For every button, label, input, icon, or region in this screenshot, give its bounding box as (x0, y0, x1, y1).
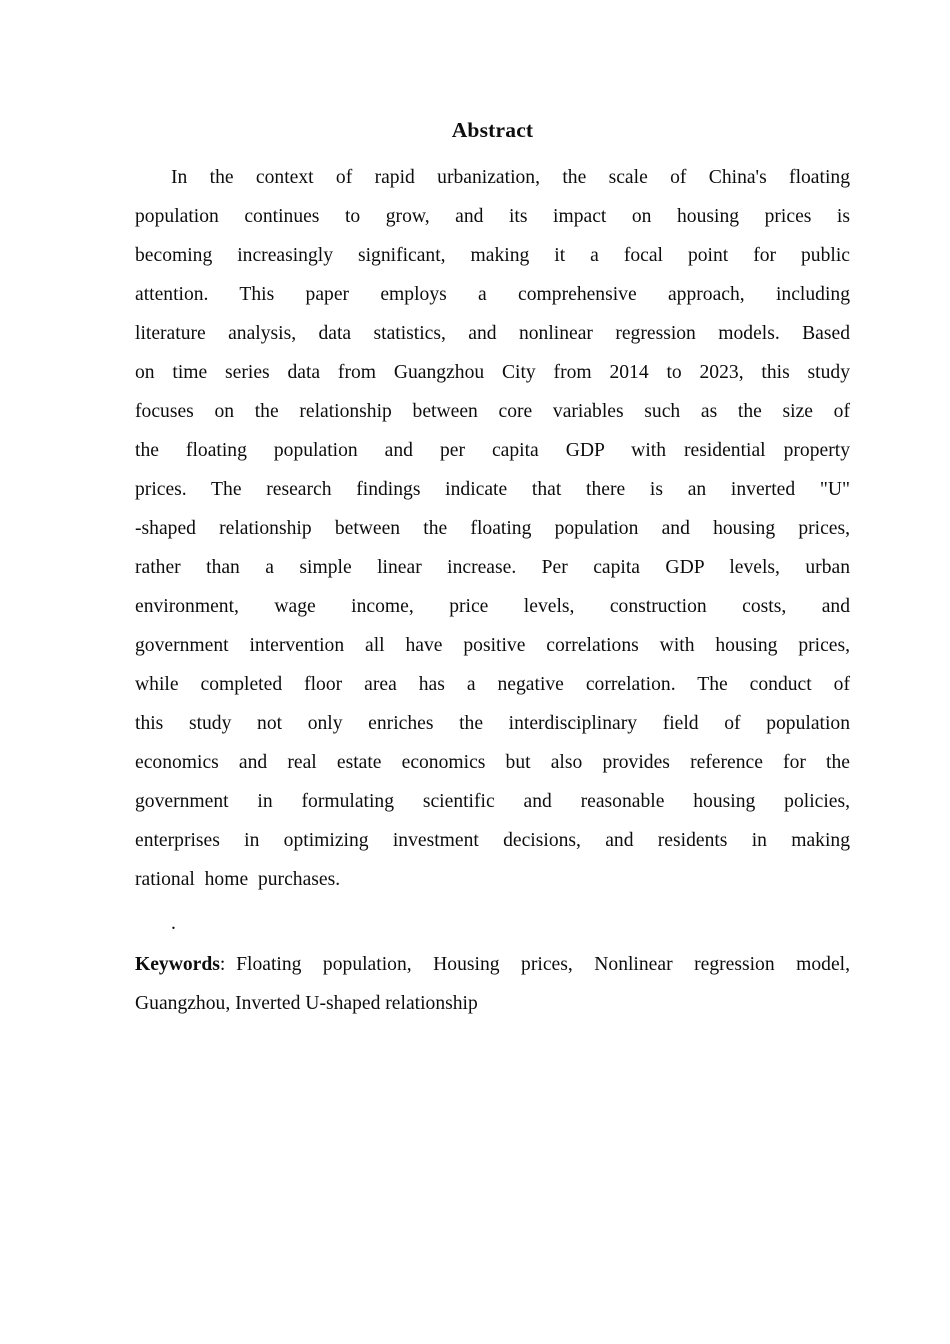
abstract-line: literature analysis, data statistics, and nonlinear regression models. Based (135, 323, 850, 344)
page-content (135, 0, 850, 1023)
keywords-line-first (135, 945, 850, 984)
abstract-line: government intervention all have positive correlations with housing prices, (135, 635, 850, 656)
keywords-section (135, 943, 850, 1023)
abstract-line: government in formulating scientific and reasonable housing policies, (135, 791, 850, 812)
page-title: Abstract (451, 118, 534, 142)
abstract-paragraph (135, 145, 850, 899)
abstract-line: environment, wage income, price levels, construction costs, and (135, 596, 850, 617)
abstract-line: the floating population and per capita GDP with residential property (135, 440, 850, 461)
abstract-line: -shaped relationship between the floating population and housing prices, (135, 518, 850, 539)
abstract-line: economics and real estate economics but also provides reference for the (135, 752, 850, 773)
abstract-line: population continues to grow, and its impact on housing prices is (135, 206, 850, 227)
abstract-line: rather than a simple linear increase. Per capita GDP levels, urban (135, 557, 850, 578)
abstract-line: while completed floor area has a negative correlation. The conduct of (135, 674, 850, 695)
keywords-terms-line1: Floating population, Housing prices, Nonlinear regression model, (236, 954, 851, 975)
abstract-line: this study not only enriches the interdisciplinary field of population (135, 713, 850, 734)
stray-period-mark: . (171, 913, 176, 934)
keywords-label: Keywords (135, 954, 220, 975)
abstract-line: attention. This paper employs a comprehensive approach, including (135, 284, 850, 305)
keywords-line-second: Guangzhou, Inverted U-shaped relationship (135, 993, 478, 1014)
abstract-line: focuses on the relationship between core variables such as the size of (135, 401, 850, 422)
keywords-separator: : (219, 954, 237, 975)
abstract-line-last: rational home purchases. (135, 869, 341, 890)
abstract-line: In the context of rapid urbanization, the scale of China's floating (171, 167, 850, 188)
abstract-line: prices. The research findings indicate that there is an inverted "U" (135, 479, 850, 500)
abstract-line: enterprises in optimizing investment decisions, and residents in making (135, 830, 850, 851)
abstract-line: becoming increasingly significant, making it a focal point for public (135, 245, 850, 266)
abstract-line: on time series data from Guangzhou City from 2014 to 2023, this study (135, 362, 850, 383)
